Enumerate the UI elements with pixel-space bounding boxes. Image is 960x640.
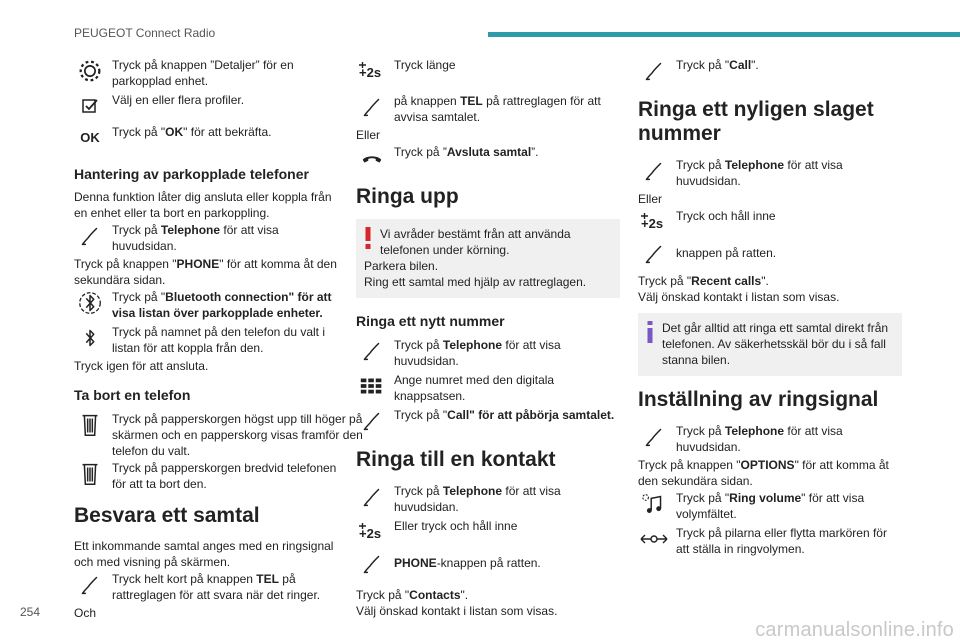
instruction-text: Välj en eller flera profiler.: [112, 93, 245, 107]
paragraph: Tryck på knappen "OPTIONS" för att komma åt den sekundära sidan.: [638, 458, 889, 488]
section-heading: Ringa till en kontakt: [356, 448, 556, 471]
instruction-row: [74, 459, 338, 492]
instruction-row: [74, 410, 363, 459]
instruction-row: [356, 56, 620, 86]
tap-icon: [638, 239, 670, 269]
tap-icon: [356, 406, 388, 436]
instruction-text: på knappen TEL på rattreglagen för att avvisa samtalet.: [394, 94, 601, 124]
tap-icon: [638, 56, 670, 86]
instruction-row: [356, 92, 620, 125]
long-press-icon: [638, 207, 670, 237]
instruction-row: [74, 323, 338, 356]
instruction-text: Tryck på "Call" för att påbörja samtalet.: [394, 408, 615, 422]
long-press-icon: [356, 517, 388, 547]
instruction-row: [638, 524, 902, 557]
paragraph: Välj önskad kontakt i listan som visas.: [356, 604, 558, 618]
tap-icon: [356, 92, 388, 122]
bluetooth-icon: [74, 323, 106, 353]
paragraph: Och: [74, 606, 97, 620]
warning-text: Ring ett samtal med hjälp av rattreglagen.: [364, 275, 587, 289]
tap-icon: [638, 156, 670, 186]
instruction-text: Ange numret med den digitala knappsatsen.: [394, 373, 555, 403]
tap-icon: [356, 482, 388, 512]
tap-icon: [74, 570, 106, 600]
gear-icon: [74, 56, 106, 86]
ok-icon: [74, 123, 106, 153]
trash-icon: [74, 410, 106, 440]
instruction-text: Tryck på papperskorgen högst upp till höger på skärmen och en papperskorg visas framför den telefon du valt.: [112, 412, 363, 458]
tap-icon: [356, 336, 388, 366]
instruction-text: Tryck på Telephone för att visa huvudsidan.: [394, 484, 561, 514]
instruction-text: Tryck på "Ring volume" för att visa volymfältet.: [676, 491, 865, 521]
slider-arrows-icon: [638, 524, 670, 554]
instruction-row: [638, 156, 902, 189]
tap-icon: [356, 549, 388, 579]
instruction-text: Tryck på knappen ”Detaljer” för en parkopplad enhet.: [112, 58, 294, 88]
instruction-text: PHONE-knappen på ratten.: [394, 556, 541, 570]
page-number: 254: [20, 605, 41, 619]
column-1: [74, 56, 363, 621]
paragraph: Tryck igen för att ansluta.: [74, 359, 209, 373]
section-heading: Ringa upp: [356, 185, 459, 208]
long-press-icon: [356, 56, 388, 86]
instruction-row: [638, 56, 902, 86]
paragraph: Välj önskad kontakt i listan som visas.: [638, 290, 840, 304]
hang-up-icon: [356, 143, 388, 173]
warning-text: Parkera bilen.: [364, 259, 439, 273]
instruction-row: [74, 221, 338, 254]
info-text: Det går alltid att ringa ett samtal direkt från telefonen. Av säkerhetsskäl bör du i så fall stanna bilen.: [662, 321, 889, 367]
instruction-text: Tryck på Telephone för att visa huvudsidan.: [676, 158, 843, 188]
instruction-row: [356, 482, 620, 515]
instruction-text: Tryck på "OK" för att bekräfta.: [112, 125, 272, 139]
instruction-row: [356, 549, 620, 579]
instruction-text: Tryck på namnet på den telefon du valt i listan för att koppla från den.: [112, 325, 326, 355]
paragraph: Eller: [638, 192, 663, 206]
instruction-row: [356, 143, 620, 173]
instruction-text: Tryck på "Call".: [676, 58, 759, 72]
paragraph: Ett inkommande samtal anges med en ringsignal och med visning på skärmen.: [74, 539, 334, 569]
watermark: carmanualsonline.info: [755, 619, 954, 640]
instruction-row: [74, 56, 338, 89]
warning-icon: [364, 227, 372, 258]
warning-box: [356, 219, 620, 298]
instruction-row: [638, 489, 902, 522]
instruction-text: Tryck på Telephone för att visa huvudsidan.: [112, 223, 279, 253]
info-icon: [646, 321, 654, 368]
instruction-row: [74, 91, 338, 121]
keypad-icon: [356, 371, 388, 401]
instruction-text: Tryck på ”Avsluta samtal”.: [394, 145, 539, 159]
instruction-text: Eller tryck och håll inne: [394, 519, 518, 533]
section-heading: Ta bort en telefon: [74, 387, 191, 403]
ring-volume-icon: [638, 489, 670, 519]
section-heading: Besvara ett samtal: [74, 504, 260, 527]
bluetooth-connection-icon: [74, 288, 106, 318]
trash-icon: [74, 459, 106, 489]
instruction-text: knappen på ratten.: [676, 246, 777, 260]
paragraph: Tryck på "Contacts".: [356, 588, 469, 602]
instruction-row: [74, 570, 338, 603]
warning-text: Vi avråder bestämt från att använda telefonen under körning.: [380, 227, 571, 257]
instruction-row: [638, 207, 902, 237]
instruction-text: Tryck helt kort på knappen TEL på rattreglagen för att svara när det ringer.: [112, 572, 321, 602]
paragraph: Denna funktion låter dig ansluta eller koppla från en enhet eller ta bort en parkoppling.: [74, 190, 332, 220]
tap-icon: [638, 422, 670, 452]
instruction-row: [638, 422, 902, 455]
section-heading: Hantering av parkopplade telefoner: [74, 166, 309, 182]
header-title: PEUGEOT Connect Radio: [74, 26, 216, 40]
paragraph: Tryck på "Recent calls".: [638, 274, 769, 288]
ok-icon-label: OK: [80, 130, 100, 145]
instruction-text: Tryck på Telephone för att visa huvudsidan.: [676, 424, 843, 454]
info-box: [638, 313, 902, 376]
header-accent-bar: [488, 32, 960, 37]
instruction-text: Tryck på "Bluetooth connection" för att visa listan över parkopplade enheter.: [112, 290, 332, 320]
instruction-text: Tryck på papperskorgen bredvid telefonen för att ta bort den.: [112, 461, 337, 491]
instruction-row: [356, 406, 620, 436]
section-heading: Inställning av ringsignal: [638, 388, 879, 411]
column-2: [356, 56, 620, 619]
paragraph: Tryck på knappen "PHONE" för att komma åt den sekundära sidan.: [74, 257, 337, 287]
instruction-row: [74, 123, 338, 153]
tap-icon: [74, 221, 106, 251]
section-heading: Ringa ett nyligen slaget nummer: [638, 98, 874, 145]
instruction-text: Tryck och håll inne: [676, 209, 776, 223]
paragraph: Eller: [356, 128, 381, 142]
checkbox-icon: [74, 91, 106, 121]
instruction-row: [74, 288, 338, 321]
instruction-text: Tryck på Telephone för att visa huvudsidan.: [394, 338, 561, 368]
column-3: [638, 56, 902, 559]
instruction-text: Tryck länge: [394, 58, 456, 72]
instruction-row: [638, 239, 902, 269]
instruction-row: [356, 336, 620, 369]
instruction-text: Tryck på pilarna eller flytta markören för att ställa in ringvolymen.: [676, 526, 887, 556]
section-heading: Ringa ett nytt nummer: [356, 313, 505, 329]
instruction-row: [356, 371, 620, 404]
instruction-row: [356, 517, 620, 547]
